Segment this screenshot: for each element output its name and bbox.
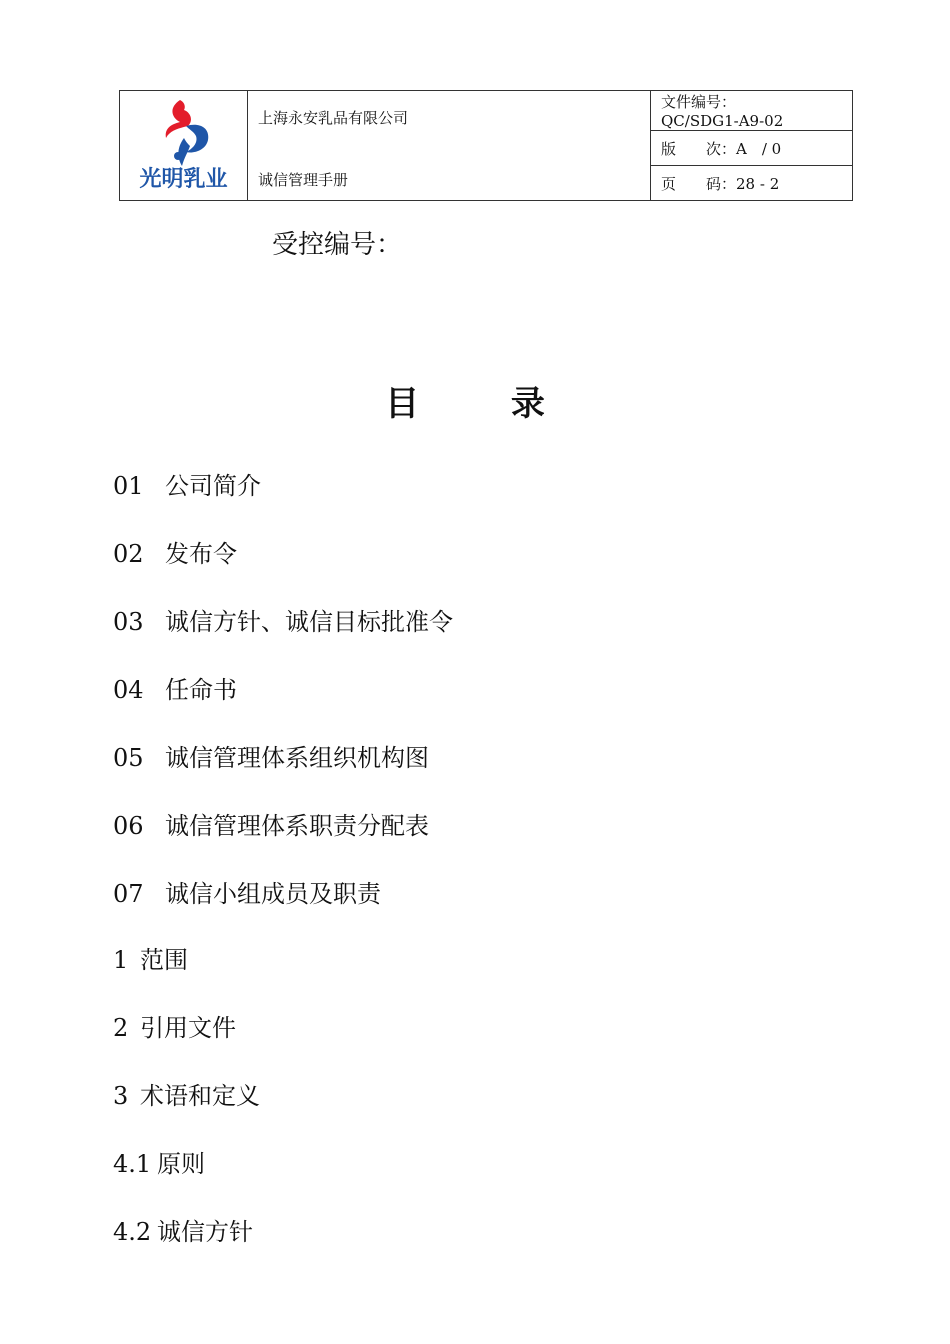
toc-title: 目 录: [385, 384, 585, 424]
toc-item-label: 发布令: [165, 540, 237, 568]
version-value: A / 0: [736, 139, 782, 158]
toc-item-label: 诚信方针、诚信目标批准令: [165, 608, 453, 636]
logo-cell: [120, 91, 248, 201]
toc-item: [113, 1076, 260, 1111]
doc-number-value: QC/SDG1-A9-02: [661, 112, 784, 130]
brand-flame-icon: [150, 98, 218, 170]
toc-item-label: 诚信方针: [157, 1218, 253, 1246]
toc-item-label: 诚信管理体系职责分配表: [165, 812, 429, 840]
version-label: 版 次：: [661, 139, 737, 158]
toc-item: [113, 806, 429, 841]
toc-item-number: 07: [113, 880, 144, 908]
toc-item-number: 1: [113, 946, 129, 974]
toc-item-label: 引用文件: [140, 1014, 236, 1042]
toc-item: [113, 940, 188, 975]
page-number-value: 28 - 2: [736, 174, 780, 193]
document-header-table: [119, 90, 853, 201]
toc-item-number: 4.2: [113, 1218, 152, 1246]
toc-item-number: 06: [113, 812, 144, 840]
toc-item-number: 03: [113, 608, 144, 636]
toc-item-label: 术语和定义: [140, 1082, 260, 1110]
toc-item-number: 04: [113, 676, 144, 704]
version-cell: [651, 131, 853, 166]
toc-item-label: 诚信管理体系组织机构图: [165, 744, 429, 772]
doc-number-label: 文件编号：: [661, 93, 737, 111]
toc-item-number: 3: [113, 1082, 129, 1110]
toc-item: [113, 874, 381, 909]
page-number-cell: [651, 166, 853, 201]
toc-item-number: 02: [113, 540, 144, 568]
company-logo: [120, 94, 247, 198]
toc-item-number: 2: [113, 1014, 129, 1042]
toc-item: [113, 602, 453, 637]
page-number-label: 页 码：: [661, 174, 737, 193]
toc-item-label: 任命书: [165, 676, 237, 704]
doc-number-cell: [651, 91, 853, 131]
toc-item-number: 4.1: [113, 1150, 152, 1178]
toc-item: [113, 1212, 253, 1247]
company-name: 上海永安乳品有限公司: [258, 108, 409, 127]
controlled-number-label: 受控编号：: [272, 230, 403, 260]
toc-item-label: 诚信小组成员及职责: [165, 880, 381, 908]
toc-item: [113, 670, 237, 705]
toc-item: [113, 738, 429, 773]
toc-item-label: 公司简介: [165, 472, 261, 500]
toc-item: [113, 1008, 236, 1043]
toc-item: [113, 534, 237, 569]
toc-item: [113, 466, 261, 501]
toc-item-number: 01: [113, 472, 144, 500]
manual-title: 诚信管理手册: [258, 170, 349, 189]
logo-text: 光明乳业: [139, 166, 228, 192]
toc-item-label: 原则: [157, 1150, 205, 1178]
toc-item-number: 05: [113, 744, 144, 772]
company-cell: [248, 91, 651, 201]
toc-item: [113, 1144, 205, 1179]
toc-item-label: 范围: [140, 946, 188, 974]
